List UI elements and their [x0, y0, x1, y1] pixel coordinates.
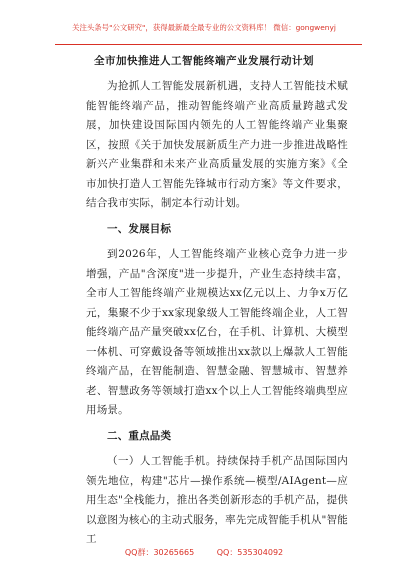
document-title: 全市加快推进人工智能终端产业发展行动计划: [94, 55, 314, 67]
categories-paragraph: （一）人工智能手机。持续保持手机产品国际国内领先地位，构建"芯片—操作系统—模型/AIAgent—应用生态"全栈能力，推出各类创新形态的手机产品，提供以意图为核心的主动式服务，率先完成智能手机从"智能工: [86, 455, 348, 545]
footer-contact: [0, 547, 408, 558]
document-body: [86, 77, 348, 550]
goals-paragraph: 到2026年，人工智能终端产业核心竞争力进一步增强，产品"含深度"进一步提升，产业生态持续丰富，全市人工智能终端产业规模达xx亿元以上、力争x万亿元，集聚不少于xx家现象级人工智能终端企业，人工智能终端产品产量突破xx亿台，在手机、计算机、大模型一体机、可穿戴设备等领域推出xx款以上爆款人工智能终端产品，在智能制造、智慧金融、智慧城市、智慧养老、智慧政务等领域打造xx个以上人工智能终端典型应用场景。: [86, 248, 348, 416]
section-heading-categories: 二、重点品类: [107, 429, 172, 442]
footer-qq-group: QQ群：30265665: [124, 548, 195, 557]
footer-qq: QQ：535304092: [216, 548, 284, 557]
header-banner: 关注头条号"公文研究"，获得最新最全最专业的公文资料库！ 微信：gongwenyj: [72, 23, 336, 32]
intro-paragraph: 为抢抓人工智能发展新机遇，支持人工智能技术赋能智能终端产品，推动智能终端产业高质量跨越式发展，加快建设国际国内领先的人工智能终端产业集聚区，按照《关于加快发展新质生产力进一步推进战略性新兴产业集群和未来产业高质量发展的实施方案》《全市加快打造人工智能先锋城市行动方案》等文件要求，结合我市实际，制定本行动计划。: [86, 80, 348, 209]
section-heading-goals: 一、发展目标: [107, 222, 172, 235]
header-divider: [55, 44, 362, 45]
